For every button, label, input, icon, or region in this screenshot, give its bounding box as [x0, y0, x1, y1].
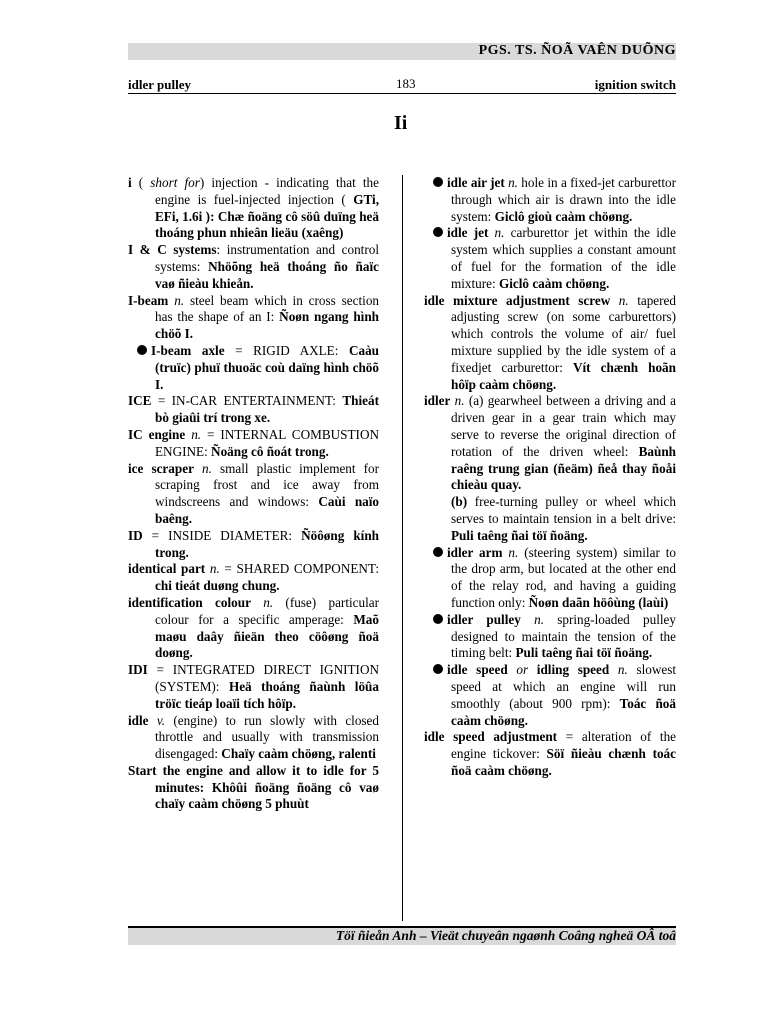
entry-headword: ICE: [128, 393, 152, 409]
entry-headword: idle speed: [447, 662, 508, 678]
dictionary-entry: [128, 595, 379, 662]
entry-definition: (fuse) particular colour for a specific amperage:: [155, 594, 380, 627]
entry-definition: (engine) to run slowly with closed throttle and usually with transmission disengaged:: [155, 712, 380, 762]
entry-definition: small plastic implement for scraping frost and ice away from windscreens and windows:: [155, 460, 380, 510]
author-header: PGS. TS. ÑOÃ VAÊN DUÕNG: [478, 43, 676, 58]
entry-headword: ice scraper: [128, 460, 194, 476]
entry-translation: GTi, EFi, 1.6i ): Chæ ñoäng cô söû duïng heä thoáng phun nhieân lieäu (xaêng): [155, 191, 379, 241]
running-head-left: idler pulley: [128, 77, 191, 92]
entry-translation: Nhöõng heä thoáng ño ñaïc vaø ñieàu khieån.: [155, 258, 379, 291]
dictionary-entry: [424, 545, 676, 612]
entry-headword: I-beam axle: [151, 342, 225, 358]
entry-headword: Start the engine and allow it to idle for 5 minutes:: [128, 762, 379, 795]
running-head-right: ignition switch: [594, 77, 676, 92]
dictionary-entry: [128, 175, 379, 242]
entry-part-of-speech: n.: [617, 662, 628, 678]
entry-translation: Toác ñoä caàm chöøng.: [451, 695, 676, 728]
section-letter: Ii: [394, 112, 408, 134]
dictionary-entry: [424, 393, 676, 494]
entry-headword: idler: [424, 393, 451, 409]
entry-headword: idler pulley: [447, 611, 521, 627]
header-rule: [128, 93, 676, 94]
entry-translation: Puli taêng ñai töï ñoäng.: [451, 527, 588, 543]
entry-definition: = alteration of the engine tickover:: [451, 729, 677, 762]
entry-definition: = SHARED COMPONENT:: [219, 561, 379, 577]
footer-title: Töï ñieån Anh – Vieät chuyeân ngaønh Coâng ngheä OÂ toâ: [335, 928, 676, 943]
entry-definition: ) injection - indicating that the engine is fuel-injected injection (: [155, 175, 379, 207]
entry-definition: spring-loaded pulley designed to maintain the tension of the timing belt:: [451, 611, 676, 661]
entry-definition: slowest speed at which an engine will run smoothly (about 900 rpm):: [451, 662, 677, 711]
entry-translation: Khôûi ñoäng ñoäng cô vaø chaïy caàm chöøng 5 phuùt: [155, 779, 379, 812]
dictionary-entry: [424, 225, 676, 292]
entry-headword: (b): [451, 494, 468, 510]
column-divider: [402, 175, 403, 921]
dictionary-entry: [424, 175, 676, 225]
dictionary-entry: [128, 662, 379, 712]
entry-translation: Chaïy caàm chöøng, ralenti: [221, 746, 376, 762]
bullet-icon: [433, 664, 443, 674]
entry-translation: Ñoøn daãn höôùng (laùi): [528, 594, 669, 610]
entry-headword: idle speed adjustment: [424, 729, 558, 745]
entry-translation: Ñoøn ngang hình chöõ I.: [155, 309, 379, 342]
entry-translation: Puli taêng ñai töï ñoäng.: [515, 645, 653, 661]
entry-translation: Caàu (truïc) phuï thuoäc coù daïng hình chöõ I.: [155, 342, 379, 392]
dictionary-entry: [128, 393, 379, 427]
entry-definition: (a) gearwheel between a driving and a driven gear in a gear train which may serve to reverse the original direction of rotation of the driven wheel:: [451, 393, 677, 459]
entry-part-of-speech: n.: [454, 393, 465, 409]
dictionary-entry: [424, 729, 676, 779]
dictionary-entry: [128, 427, 379, 461]
entry-headword: IDI: [128, 662, 148, 678]
dictionary-entry: [128, 713, 379, 763]
entry-part-of-speech: n.: [202, 460, 212, 476]
entry-part-of-speech: n.: [209, 561, 220, 577]
entry-definition: = INTERNAL COMBUSTION ENGINE:: [155, 426, 379, 459]
entry-translation: Baùnh raêng trung gian (ñeäm) ñeå thay ñoåi chieàu quay.: [451, 443, 676, 493]
dictionary-entry: [424, 494, 676, 544]
entry-headword: idler arm: [447, 544, 503, 560]
entry-part-of-speech: v.: [156, 712, 166, 728]
entry-translation: Ñoäng cô ñoát trong.: [211, 443, 329, 459]
bullet-icon: [433, 547, 443, 557]
entry-definition: (steering system) similar to the drop arm, but located at the other end of the relay rod, and having a guiding function only:: [451, 544, 677, 610]
dictionary-entry: [128, 561, 379, 595]
entry-headword: IC engine: [128, 426, 186, 442]
entry-connector: or: [507, 662, 537, 678]
entry-headword: identical part: [128, 561, 206, 577]
entry-translation: chi tieát duøng chung.: [155, 578, 280, 594]
entry-translation: Heä thoáng ñaùnh löûa tröïc tieáp loaïi tích hôïp.: [155, 678, 379, 711]
entry-definition: tapered adjusting screw (on some carburettors) which controls the volume of air/ fuel mixture supplied by the idle system of a fixedjet carburettor:: [451, 292, 676, 375]
entry-translation: Caùi naïo baêng.: [155, 494, 380, 526]
left-column: [128, 175, 379, 813]
bullet-icon: [433, 177, 443, 187]
entry-translation: Giclô gioù caàm chöøng.: [494, 208, 633, 224]
entry-definition: hole in a fixed-jet carburettor through which air is drawn into the idle system:: [451, 175, 676, 224]
entry-part-of-speech: short for: [150, 175, 200, 190]
entry-translation: Vít chænh hoãn hôïp caàm chöøng.: [451, 359, 676, 392]
bullet-icon: [137, 345, 147, 355]
bullet-icon: [433, 614, 443, 624]
entry-part-of-speech: n.: [534, 611, 544, 627]
entry-definition: carburettor jet within the idle system which supplies a constant amount of fuel for the formation of the idle mixture:: [451, 225, 676, 291]
entry-headword: idle air jet: [447, 175, 505, 190]
entry-part-of-speech: n.: [191, 426, 202, 442]
entry-part-of-speech: n.: [508, 544, 519, 560]
entry-headword: I-beam: [128, 292, 169, 308]
entry-part-of-speech: n.: [508, 175, 518, 190]
dictionary-entry: [128, 461, 379, 528]
dictionary-entry: [424, 612, 676, 662]
entry-translation: Maõ maøu daây ñieän theo cöôøng ñoä doøng.: [155, 611, 379, 661]
entry-headword: idle mixture adjustment screw: [424, 292, 611, 308]
entry-headword: identification colour: [128, 594, 251, 610]
entry-headword: idle: [128, 712, 149, 728]
entry-part-of-speech: n.: [174, 292, 185, 308]
entry-headword: I & C systems: [128, 242, 217, 258]
entry-definition: free-turning pulley or wheel which serves to maintain tension in a belt drive:: [451, 494, 676, 526]
dictionary-entry: [128, 763, 379, 813]
dictionary-entry: [128, 343, 379, 393]
dictionary-entry: [128, 528, 379, 562]
entry-translation: Thieát bò giaûi trí trong xe.: [155, 393, 379, 426]
entry-definition: = RIGID AXLE:: [224, 342, 349, 358]
dictionary-entry: [424, 662, 676, 729]
entry-definition: [204, 780, 212, 795]
entry-text: (: [131, 175, 144, 190]
bullet-icon: [433, 227, 443, 237]
dictionary-entry: [424, 293, 676, 394]
entry-part-of-speech: n.: [618, 292, 629, 308]
dictionary-entry: [128, 293, 379, 343]
entry-translation: Söï ñieàu chænh toác ñoä caàm chöøng.: [451, 746, 676, 778]
entry-headword-alt: idling speed: [536, 662, 610, 678]
entry-definition: = IN-CAR ENTERTAINMENT:: [151, 393, 343, 409]
entry-headword: ID: [128, 527, 143, 543]
page-number: 183: [396, 76, 416, 91]
entry-translation: Giclô caàm chöøng.: [498, 275, 610, 291]
entry-definition: = INSIDE DIAMETER:: [142, 527, 302, 543]
entry-translation: Ñöôøng kính trong.: [155, 527, 379, 560]
entry-part-of-speech: n.: [263, 594, 274, 610]
right-column: [424, 175, 676, 780]
entry-headword: i: [128, 175, 132, 190]
dictionary-entry: [128, 242, 379, 292]
entry-headword: idle jet: [447, 225, 489, 241]
entry-definition: steel beam which in cross section has the shape of an I:: [155, 292, 380, 325]
entry-definition: : instrumentation and control systems:: [155, 242, 379, 274]
entry-definition: = INTEGRATED DIRECT IGNITION (SYSTEM):: [147, 662, 379, 694]
entry-part-of-speech: n.: [494, 225, 505, 241]
